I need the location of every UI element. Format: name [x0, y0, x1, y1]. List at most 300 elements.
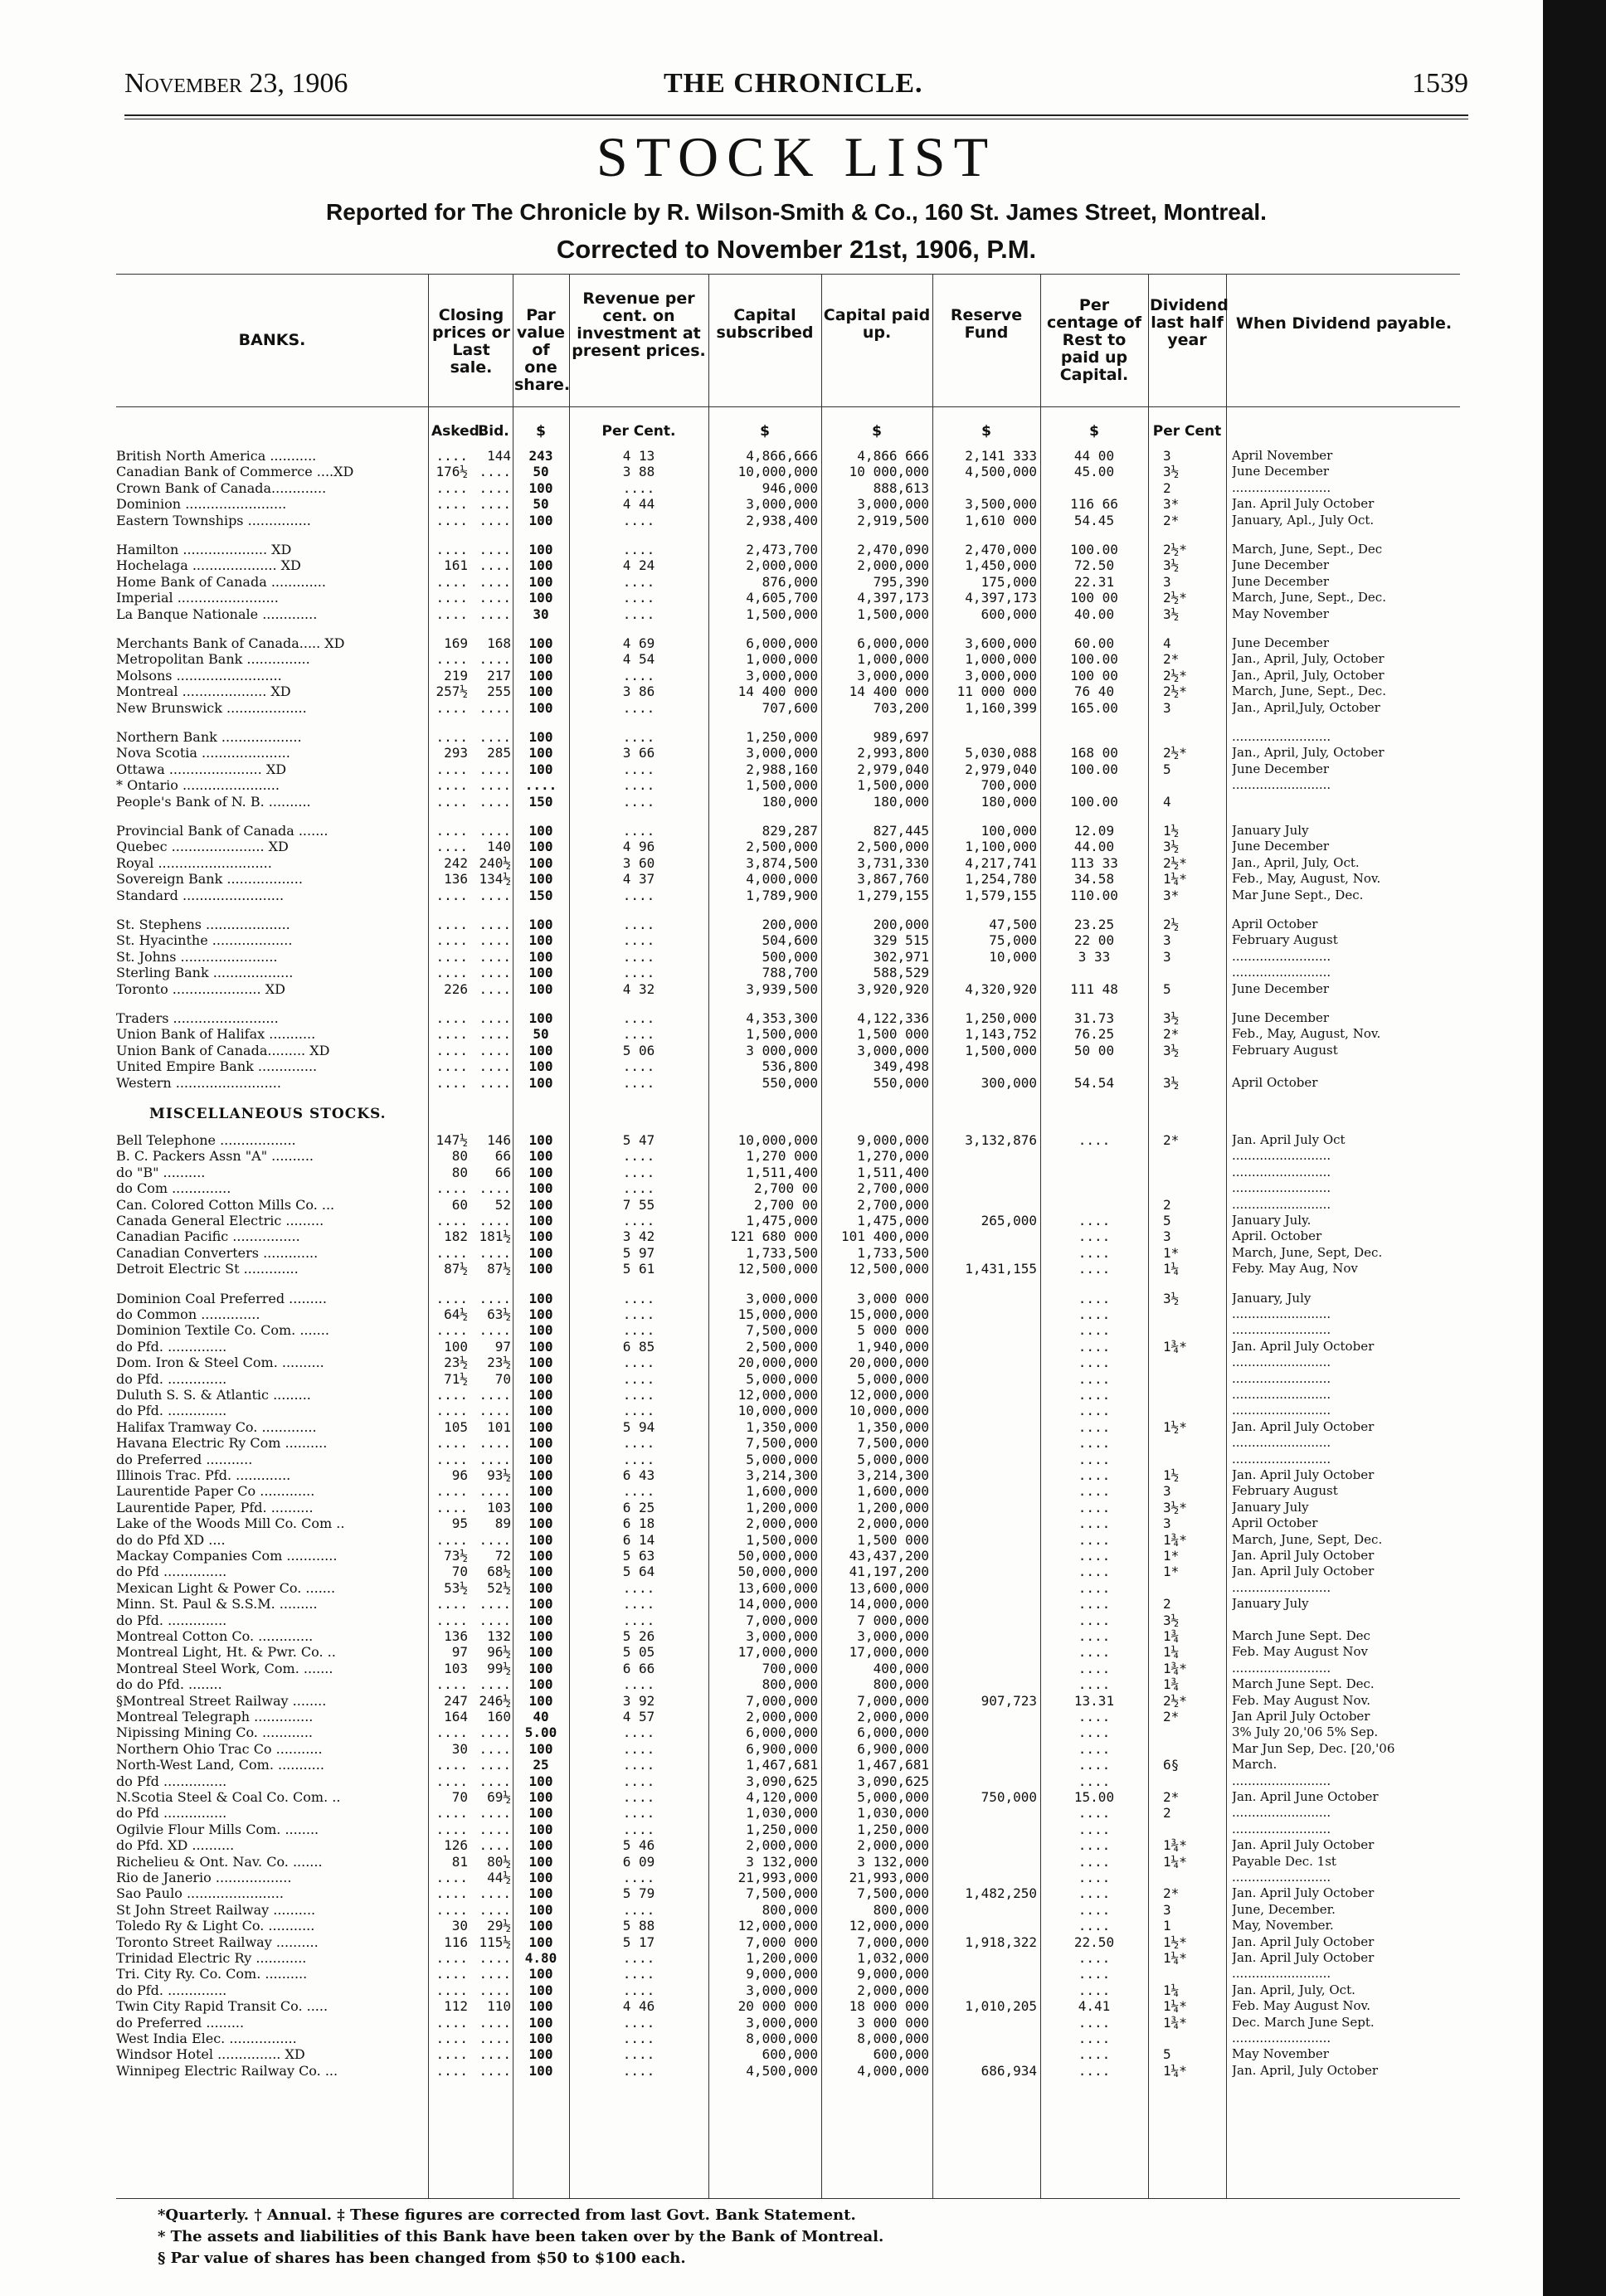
dividend: 2½*: [1163, 1692, 1187, 1709]
asked-price: 136: [444, 1628, 468, 1644]
capital-subscribed: 7,500,000: [746, 1435, 818, 1452]
capital-subscribed: 707,600: [762, 699, 818, 716]
par-value: 30: [533, 606, 549, 622]
bid-price: ....: [479, 1982, 511, 1998]
table-row: [116, 2015, 1460, 2031]
asked-price: 71½: [444, 1370, 468, 1387]
percent-rest: ....: [1078, 1950, 1111, 1966]
revenue-pct: 3 60: [622, 854, 655, 871]
par-value: 100: [528, 2046, 553, 2063]
table-row: [116, 1564, 1460, 1579]
capital-paid: 703,200: [873, 699, 929, 716]
capital-subscribed: 180,000: [762, 793, 818, 810]
when-payable: .........................: [1232, 1387, 1331, 1402]
table-row: [116, 1805, 1460, 1821]
par-value: 100: [528, 2062, 553, 2079]
revenue-pct: ....: [622, 1074, 655, 1091]
dividend: 3: [1163, 932, 1171, 949]
table-row: [116, 949, 1460, 965]
when-payable: Jan. April July October: [1232, 1950, 1375, 1965]
revenue-pct: ....: [622, 917, 655, 932]
table-row: [116, 513, 1460, 528]
when-payable: Jan. April July October: [1232, 1564, 1375, 1579]
capital-subscribed: 14,000,000: [737, 1596, 818, 1613]
capital-subscribed: 829,287: [762, 823, 818, 839]
capital-subscribed: 4,605,700: [746, 590, 818, 606]
table-row: [116, 1180, 1460, 1196]
security-name: Dom. Iron & Steel Com. ..........: [116, 1355, 324, 1371]
bid-price: 115½: [479, 1934, 511, 1950]
revenue-pct: ....: [622, 2062, 655, 2079]
table-row: [116, 1058, 1460, 1074]
bid-price: ....: [479, 496, 511, 513]
asked-price: ....: [436, 1870, 468, 1885]
asked-price: ....: [436, 2062, 468, 2079]
reserve-fund: 1,450,000: [965, 557, 1037, 574]
dividend: 1½: [1163, 823, 1180, 839]
dividend: 3: [1163, 1483, 1171, 1500]
when-payable: .........................: [1232, 1370, 1331, 1386]
par-value: 100: [528, 1934, 553, 1950]
reserve-fund: 180,000: [981, 793, 1037, 810]
par-value: 100: [528, 1548, 553, 1564]
security-name: do Pfd ...............: [116, 1805, 227, 1822]
capital-paid: 5 000 000: [857, 1322, 929, 1339]
dividend: 5: [1163, 1213, 1171, 1228]
when-payable: May, November.: [1232, 1918, 1334, 1934]
asked-price: 81: [451, 1853, 468, 1870]
reported-by-line: Reported for The Chronicle by R. Wilson-Smith & Co., 160 St. James Street, Montreal.: [326, 199, 1267, 225]
security-name: Mexican Light & Power Co. .......: [116, 1579, 336, 1596]
capital-paid: 1,733,500: [857, 1244, 929, 1261]
when-payable: May November: [1232, 2046, 1329, 2062]
when-payable: Jan. April July October: [1232, 1418, 1375, 1434]
stock-table: [116, 274, 1460, 2198]
cs-unit: $: [760, 423, 770, 440]
reserve-fund: 1,160,399: [965, 699, 1037, 716]
reserve-fund: 1,250,000: [965, 1010, 1037, 1026]
bid-price: ....: [479, 1805, 511, 1822]
percent-rest: 54.54: [1073, 1074, 1115, 1091]
percent-rest: 113 33: [1070, 854, 1118, 871]
capital-paid: 14,000,000: [849, 1596, 929, 1613]
percent-rest: ....: [1078, 1435, 1111, 1452]
table-row: [116, 1596, 1460, 1612]
percent-rest: ....: [1078, 1370, 1111, 1387]
misc-section-heading: MISCELLANEOUS STOCKS.: [149, 1106, 387, 1122]
par-value: 243: [528, 448, 553, 464]
par-value: 100: [528, 980, 553, 997]
par-value: 100: [528, 1058, 553, 1075]
table-row: [116, 1261, 1460, 1277]
capital-subscribed: 10,000,000: [737, 464, 818, 480]
bid-price: 93½: [487, 1467, 511, 1483]
asked-price: ....: [436, 542, 468, 557]
capital-subscribed: 6,000,000: [746, 635, 818, 651]
table-row: [116, 823, 1460, 839]
asked-price: ....: [436, 1403, 468, 1419]
reserve-fund: 1,431,155: [965, 1261, 1037, 1277]
percent-rest: 100.00: [1070, 651, 1118, 668]
capital-subscribed: 1,500,000: [746, 777, 818, 794]
capital-paid: 2,000,000: [857, 1982, 929, 1998]
revenue-pct: ....: [622, 1355, 655, 1371]
par-value: 100: [528, 479, 553, 496]
dividend: 1¾*: [1163, 2014, 1187, 2031]
capital-subscribed: 3,214,300: [746, 1467, 818, 1483]
par-value: 100: [528, 1853, 553, 1870]
asked-price: 70: [451, 1789, 468, 1805]
dividend: 3*: [1163, 887, 1180, 903]
dividend: 1¼*: [1163, 1853, 1187, 1870]
revenue-pct: 4 32: [622, 980, 655, 997]
capital-subscribed: 20,000,000: [737, 1355, 818, 1371]
cp-unit: $: [872, 423, 882, 440]
bid-price: ....: [479, 464, 511, 480]
dividend: 2½*: [1163, 683, 1187, 700]
page-title: STOCK LIST: [596, 125, 997, 188]
dividend: 1¾*: [1163, 1338, 1187, 1355]
capital-paid: 1,500 000: [857, 1531, 929, 1548]
capital-subscribed: 200,000: [762, 917, 818, 932]
when-payable: Jan., April,July, October: [1232, 699, 1380, 715]
bid-price: 63½: [487, 1306, 511, 1322]
par-value: 100: [528, 1213, 553, 1228]
when-payable: Jan. April June October: [1232, 1789, 1379, 1804]
asked-price: ....: [436, 1966, 468, 1982]
when-payable: June December: [1232, 839, 1330, 854]
asked-price: 105: [444, 1418, 468, 1435]
when-payable: Payable Dec. 1st: [1232, 1853, 1336, 1869]
revenue-pct: 4 24: [622, 557, 655, 574]
asked-price: ....: [436, 1180, 468, 1197]
table-row: [116, 606, 1460, 622]
reserve-fund: 700,000: [981, 777, 1037, 794]
capital-paid: 1,032,000: [857, 1950, 929, 1966]
security-name: Crown Bank of Canada.............: [116, 479, 327, 496]
capital-paid: 1,511,400: [857, 1164, 929, 1180]
par-value: 25: [533, 1757, 549, 1773]
revenue-pct: ....: [622, 2031, 655, 2046]
percent-rest: ....: [1078, 1244, 1111, 1261]
table-row: [116, 794, 1460, 810]
dividend: 3½: [1163, 557, 1180, 574]
capital-subscribed: 14 400 000: [737, 683, 818, 700]
revenue-pct: ....: [622, 1757, 655, 1773]
bid-price: ....: [479, 1773, 511, 1789]
when-payable: Mar Jun Sep, Dec. [20,'06: [1232, 1740, 1395, 1756]
capital-paid: 2,919,500: [857, 512, 929, 528]
percent-rest: 15.00: [1073, 1789, 1115, 1805]
par-value: 100: [528, 1148, 553, 1165]
security-name: Sovereign Bank ..................: [116, 871, 303, 888]
table-row: [116, 965, 1460, 980]
dividend: 2½: [1163, 917, 1180, 932]
revenue-pct: ....: [622, 761, 655, 777]
par-value: 150: [528, 793, 553, 810]
bid-price: 140: [487, 839, 511, 855]
capital-paid: 17,000,000: [849, 1644, 929, 1661]
capital-paid: 12,500,000: [849, 1261, 929, 1277]
reserve-fund: 300,000: [981, 1074, 1037, 1091]
capital-subscribed: 17,000,000: [737, 1644, 818, 1661]
security-name: Rio de Janerio ..................: [116, 1870, 292, 1885]
percent-rest: 22.31: [1073, 573, 1115, 590]
when-payable-header: When Dividend payable.: [1235, 314, 1453, 333]
percent-rest: ....: [1078, 1596, 1111, 1613]
capital-subscribed: 1,789,900: [746, 887, 818, 903]
revenue-pct: ....: [622, 2014, 655, 2031]
footnote: *Quarterly. † Annual. ‡ These figures are corrected from last Govt. Bank Statement.: [158, 2206, 856, 2224]
capital-paid: 2,000,000: [857, 1515, 929, 1532]
par-value: 100: [528, 1870, 553, 1885]
security-name: Hochelaga .................... XD: [116, 557, 301, 574]
security-name: Montreal Light, Ht. & Pwr. Co. ..: [116, 1644, 336, 1661]
table-row: [116, 1661, 1460, 1676]
security-name: Bell Telephone ..................: [116, 1132, 296, 1148]
bid-price: 29½: [487, 1918, 511, 1934]
security-name: Traders .........................: [116, 1010, 279, 1026]
capital-subscribed: 7,500,000: [746, 1885, 818, 1902]
capital-paid: 550,000: [873, 1074, 929, 1091]
percent-rest: 100 00: [1070, 667, 1118, 683]
percent-rest: ....: [1078, 1870, 1111, 1885]
asked-price: 219: [444, 667, 468, 683]
reserve-fund: 3,500,000: [965, 496, 1037, 513]
table-row: [116, 1580, 1460, 1596]
reserve-fund: 600,000: [981, 606, 1037, 622]
par-value: 100: [528, 557, 553, 574]
par-value: 100: [528, 839, 553, 855]
when-payable: Feby. May Aug, Nov: [1232, 1261, 1358, 1277]
when-payable: Jan., April, July, October: [1232, 745, 1385, 761]
capital-subscribed: 2,988,160: [746, 761, 818, 777]
revenue-pct: 4 46: [622, 1998, 655, 2015]
asked-price: ....: [436, 1026, 468, 1043]
capital-subscribed: 1,250,000: [746, 1821, 818, 1837]
par-value: 100: [528, 871, 553, 888]
when-payable: Jan. April July Oct: [1232, 1132, 1346, 1147]
when-payable: February August: [1232, 932, 1338, 948]
security-name: do Pfd ...............: [116, 1773, 227, 1789]
percent-rest: ....: [1078, 1837, 1111, 1854]
security-name: §Montreal Street Railway ........: [116, 1692, 327, 1709]
dividend: 5: [1163, 980, 1171, 997]
when-payable: Jan. April July October: [1232, 1338, 1375, 1354]
revenue-pct: 5 05: [622, 1644, 655, 1661]
security-name: Mackay Companies Com ............: [116, 1548, 338, 1564]
when-payable: Jan. April July October: [1232, 1837, 1375, 1853]
capital-subscribed: 1,475,000: [746, 1213, 818, 1228]
asked-price: ....: [436, 839, 468, 855]
issue-date: November 23, 1906: [124, 68, 348, 99]
page-number: 1539: [1412, 68, 1468, 99]
percent-rest: ....: [1078, 1261, 1111, 1277]
bid-price: ....: [479, 699, 511, 716]
dividend: 3*: [1163, 496, 1180, 513]
capital-subscribed: 7,000 000: [746, 1934, 818, 1950]
capital-paid: 1,940,000: [857, 1338, 929, 1355]
capital-subscribed: 1,733,500: [746, 1244, 818, 1261]
reserve-fund: 686,934: [981, 2062, 1037, 2079]
table-row: [116, 1548, 1460, 1564]
when-payable: Jan. April July October: [1232, 1934, 1375, 1949]
table-row: [116, 496, 1460, 512]
security-name: St John Street Railway ..........: [116, 1901, 316, 1918]
security-name: Halifax Tramway Co. .............: [116, 1418, 317, 1435]
capital-paid: 989,697: [873, 729, 929, 745]
security-name: West India Elec. ................: [116, 2031, 297, 2046]
dividend: 2*: [1163, 651, 1180, 668]
bid-price: 168: [487, 635, 511, 651]
capital-subscribed: 1,270 000: [746, 1148, 818, 1165]
par-value: 100: [528, 948, 553, 965]
par-value: 100: [528, 965, 553, 981]
header-rule: [124, 114, 1468, 119]
capital-paid: 1,500,000: [857, 777, 929, 794]
revenue-pct: ....: [622, 1306, 655, 1322]
percent-rest: 22 00: [1073, 932, 1115, 949]
asked-price: 226: [444, 980, 468, 997]
when-payable: February August: [1232, 1483, 1338, 1499]
par-value: 100: [528, 1290, 553, 1306]
when-payable: Dec. March June Sept.: [1232, 2014, 1375, 2030]
security-name: Montreal Cotton Co. .............: [116, 1628, 314, 1644]
dividend: 2: [1163, 479, 1171, 496]
par-value: 100: [528, 1228, 553, 1245]
reserve-fund: 1,500,000: [965, 1042, 1037, 1058]
capital-subscribed: 1,511,400: [746, 1164, 818, 1180]
dividend: 1*: [1163, 1564, 1180, 1580]
par-value: 150: [528, 887, 553, 903]
revenue-pct: ....: [622, 699, 655, 716]
revenue-column-header: Revenue per cent. on investment at present prices.: [572, 289, 706, 360]
revenue-pct: 4 57: [622, 1709, 655, 1724]
percent-rest: 31.73: [1073, 1010, 1115, 1026]
when-payable: June December: [1232, 761, 1330, 776]
capital-paid: 1,030,000: [857, 1805, 929, 1822]
dividend: 1½*: [1163, 1934, 1187, 1950]
revenue-pct: ....: [622, 1010, 655, 1026]
capital-paid: 2,000,000: [857, 557, 929, 574]
bid-price: 69½: [487, 1789, 511, 1805]
asked-price: 30: [451, 1740, 468, 1757]
bid-price: 80½: [487, 1853, 511, 1870]
bid-price: ....: [479, 2014, 511, 2031]
table-row: [116, 1355, 1460, 1370]
percent-rest: ....: [1078, 1982, 1111, 1998]
capital-paid: 12,000,000: [849, 1918, 929, 1934]
capital-subscribed: 536,800: [762, 1058, 818, 1075]
bid-price: ....: [479, 651, 511, 668]
revenue-pct: 4 37: [622, 871, 655, 888]
table-row: [116, 2031, 1460, 2046]
capital-paid: 4,122,336: [857, 1010, 929, 1026]
par-value: 100: [528, 1451, 553, 1467]
asked-price: ....: [436, 1885, 468, 1902]
when-payable: .........................: [1232, 1966, 1331, 1982]
par-value: 100: [528, 1074, 553, 1091]
capital-paid: 180,000: [873, 793, 929, 810]
bid-price: 217: [487, 667, 511, 683]
par-value: 100: [528, 854, 553, 871]
asked-price: 112: [444, 1998, 468, 2015]
par-value: 100: [528, 1370, 553, 1387]
bid-price: ....: [479, 1058, 511, 1075]
revenue-pct: 5 94: [622, 1418, 655, 1435]
capital-paid: 2,500,000: [857, 839, 929, 855]
reserve-fund: 75,000: [989, 932, 1037, 949]
table-row: [116, 448, 1460, 464]
capital-subscribed: 1,600,000: [746, 1483, 818, 1500]
percent-rest: ....: [1078, 1821, 1111, 1837]
asked-price: ....: [436, 1950, 468, 1966]
security-name: do Pfd. ..............: [116, 1338, 227, 1355]
capital-paid: 795,390: [873, 573, 929, 590]
revenue-pct: ....: [622, 1148, 655, 1165]
revenue-pct: ....: [622, 512, 655, 528]
reserve-fund: 2,141 333: [965, 448, 1037, 464]
revenue-pct: ....: [622, 542, 655, 557]
table-row: [116, 1837, 1460, 1853]
reserve-fund: 10,000: [989, 948, 1037, 965]
percent-rest: ....: [1078, 1612, 1111, 1628]
asked-price: 169: [444, 635, 468, 651]
capital-subscribed: 3,000,000: [746, 1290, 818, 1306]
par-value: 100: [528, 1261, 553, 1277]
table-row: [116, 1403, 1460, 1418]
table-row: [116, 2063, 1460, 2079]
reserve-fund: 1,254,780: [965, 871, 1037, 888]
capital-subscribed: 2,500,000: [746, 1338, 818, 1355]
table-row: [116, 1676, 1460, 1692]
security-name: N.Scotia Steel & Coal Co. Com. ..: [116, 1789, 341, 1805]
security-name: Canadian Bank of Commerce ....XD: [116, 464, 354, 480]
capital-subscribed: 1,000,000: [746, 651, 818, 668]
revenue-pct: 3 86: [622, 683, 655, 700]
when-payable: March, June, Sept., Dec.: [1232, 590, 1386, 606]
revenue-pct: ....: [622, 1026, 655, 1043]
capital-paid: 800,000: [873, 1901, 929, 1918]
dividend: 1¾: [1163, 1676, 1180, 1693]
table-row: [116, 1419, 1460, 1435]
capital-paid: 1,279,155: [857, 887, 929, 903]
capital-subscribed: 504,600: [762, 932, 818, 949]
when-payable: April October: [1232, 1515, 1318, 1531]
revenue-pct: ....: [622, 1724, 655, 1741]
capital-paid: 200,000: [873, 917, 929, 932]
percent-rest: 100.00: [1070, 542, 1118, 557]
asked-price: ....: [436, 448, 468, 464]
par-value: 100: [528, 745, 553, 761]
table-row: [116, 1228, 1460, 1244]
capital-subscribed: 12,000,000: [737, 1387, 818, 1403]
bid-price: 66: [494, 1164, 511, 1180]
bid-price: 70: [494, 1370, 511, 1387]
table-row: [116, 839, 1460, 854]
table-row: [116, 1043, 1460, 1058]
table-row: [116, 1870, 1460, 1885]
capital-paid: 6,000,000: [857, 1724, 929, 1741]
when-payable: June December: [1232, 557, 1330, 573]
capital-subscribed: 121 680 000: [730, 1228, 818, 1245]
asked-price: ....: [436, 1387, 468, 1403]
percent-rest: ....: [1078, 1418, 1111, 1435]
percent-rest: ....: [1078, 1885, 1111, 1902]
capital-subscribed: 10,000,000: [737, 1403, 818, 1419]
bid-price: ....: [479, 1596, 511, 1613]
dividend: 2*: [1163, 1709, 1180, 1724]
